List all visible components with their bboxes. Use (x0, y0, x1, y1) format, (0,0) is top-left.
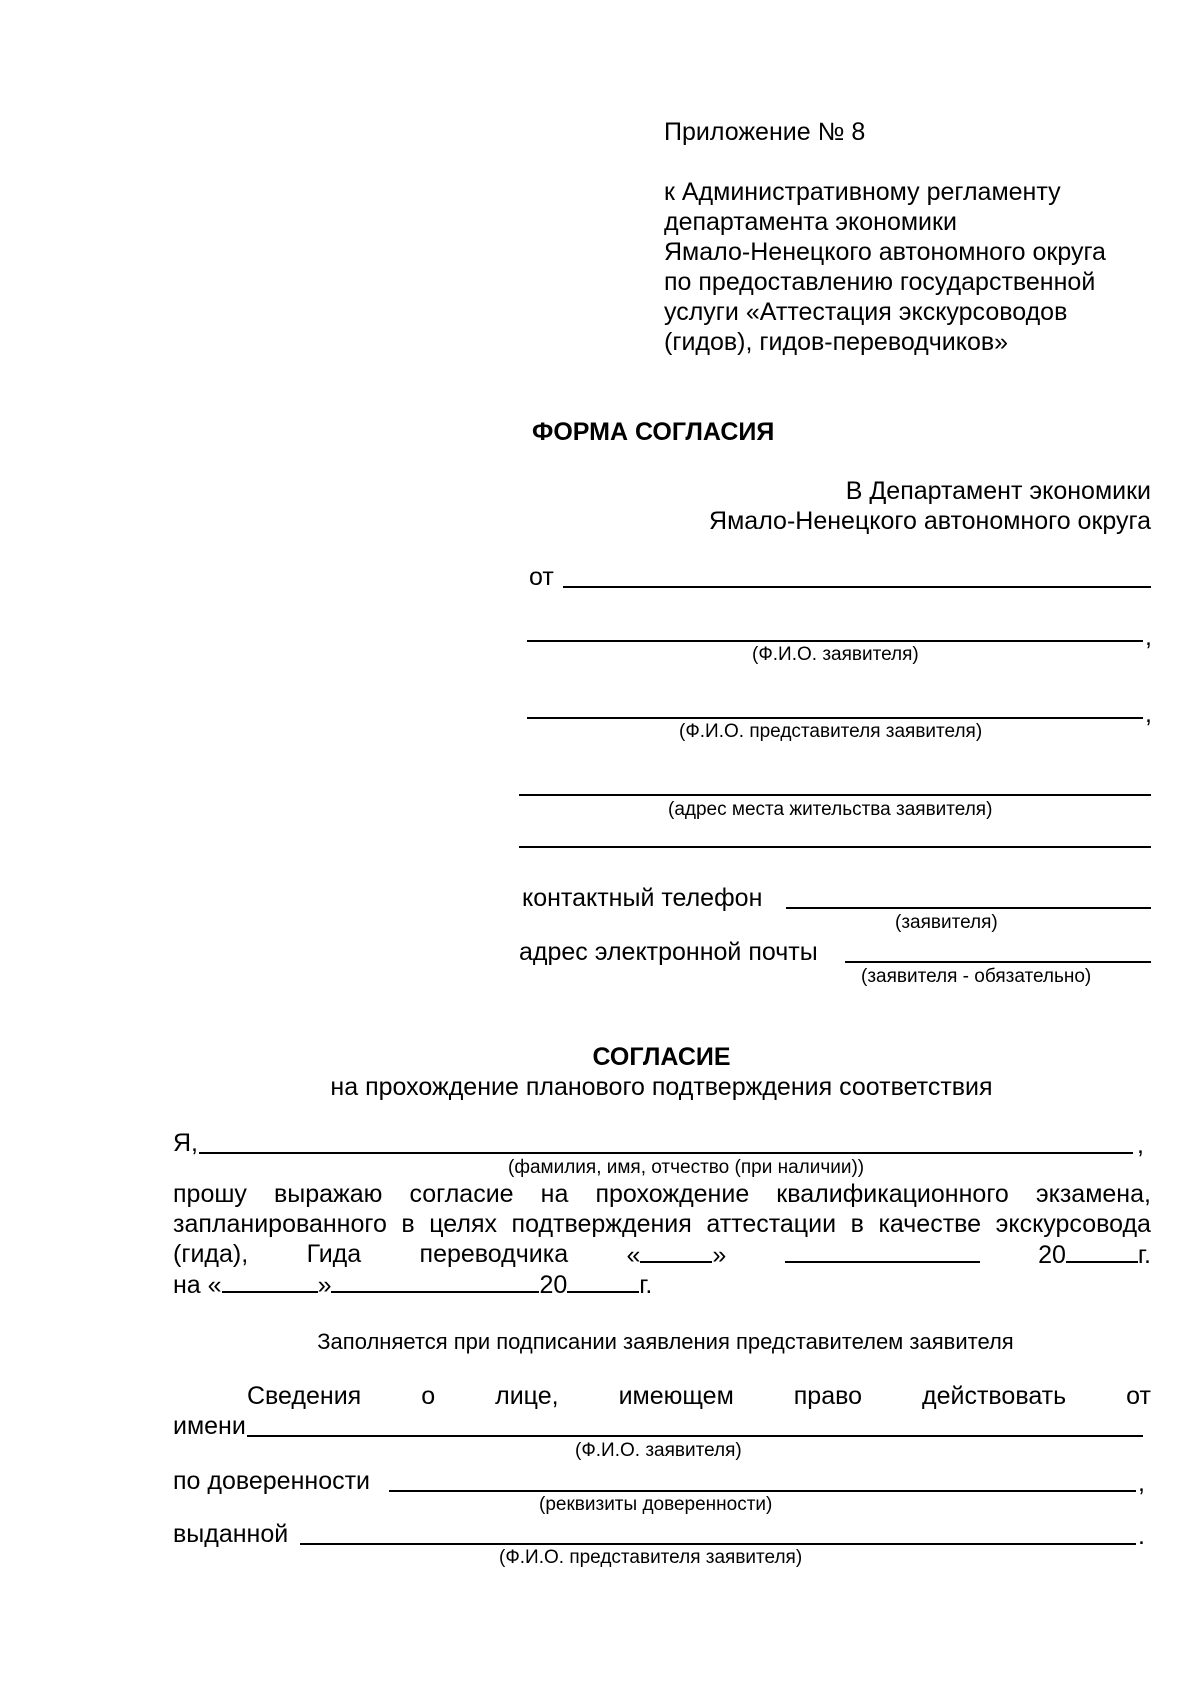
issued-label: выданной (173, 1520, 289, 1548)
email-field[interactable] (845, 961, 1151, 963)
appendix-line-4: по предоставлению государственной (664, 268, 1096, 296)
address-field-1[interactable] (519, 794, 1151, 796)
word: от (1126, 1382, 1151, 1410)
email-hint: (заявителя - обязательно) (861, 966, 1092, 987)
applicant-name-field[interactable] (527, 640, 1143, 642)
word: о (421, 1382, 436, 1410)
from-field[interactable] (563, 586, 1151, 588)
consent-title: СОГЛАСИЕ (592, 1043, 731, 1071)
date-year-field[interactable] (1066, 1239, 1138, 1263)
date-day-group: « » (626, 1241, 727, 1269)
appendix-line-6: (гидов), гидов-переводчиков» (664, 328, 1009, 356)
address-field-2[interactable] (519, 846, 1151, 848)
appendix-line-3: Ямало-Ненецкого автономного округа (664, 238, 1106, 266)
i-label: Я, (173, 1129, 198, 1157)
from-label: от (529, 563, 554, 591)
word: подтверждения (511, 1210, 692, 1238)
consent-body-line-3 (173, 1239, 1151, 1270)
proxy-comma: , (1138, 1469, 1145, 1497)
word: Гида (306, 1240, 362, 1268)
representative-note: Заполняется при подписании заявления представителем заявителя (317, 1329, 1014, 1354)
consent-body-line-2 (173, 1209, 1151, 1239)
address-hint: (адрес места жительства заявителя) (668, 799, 993, 820)
word: согласие (409, 1180, 514, 1208)
addressee-line-1: В Департамент экономики (845, 477, 1151, 505)
date2-month-field[interactable] (331, 1269, 539, 1293)
word: переводчика (419, 1240, 569, 1268)
full-name-field[interactable] (199, 1152, 1133, 1154)
email-label: адрес электронной почты (519, 938, 818, 966)
consent-body-line-4: на « » 20 г. (173, 1271, 653, 1299)
word: на (540, 1180, 569, 1208)
word: экскурсовода (995, 1210, 1151, 1238)
representative-line (247, 1381, 1151, 1411)
imeni-field[interactable] (247, 1435, 1143, 1437)
word: экзамена, (1035, 1180, 1151, 1208)
word: (гида), (173, 1240, 249, 1268)
word: имеющем (618, 1382, 734, 1410)
word: в (850, 1210, 864, 1238)
representative-name-field[interactable] (527, 717, 1143, 719)
word: аттестации (706, 1210, 837, 1238)
representative-name-hint: (Ф.И.О. представителя заявителя) (679, 721, 983, 742)
consent-body-line-1 (173, 1179, 1151, 1209)
appendix-line-2: департамента экономики (664, 208, 957, 236)
word: лице, (495, 1382, 559, 1410)
word: прошу (173, 1180, 247, 1208)
appendix-number: Приложение № 8 (664, 118, 866, 146)
issued-field[interactable] (300, 1543, 1136, 1545)
consent-subtitle: на прохождение планового подтверждения соответствия (330, 1073, 993, 1101)
date-day-field[interactable] (640, 1239, 712, 1263)
addressee-line-2: Ямало-Ненецкого автономного округа (709, 507, 1151, 535)
applicant-name-hint: (Ф.И.О. заявителя) (752, 644, 919, 665)
word: качестве (878, 1210, 982, 1238)
imeni-label: имени (173, 1412, 246, 1440)
word: Сведения (247, 1382, 362, 1410)
date2-day-field[interactable] (222, 1269, 318, 1293)
word: в (401, 1210, 415, 1238)
date-month-field[interactable] (785, 1239, 980, 1263)
word: право (793, 1382, 863, 1410)
proxy-field[interactable] (389, 1490, 1136, 1492)
word: прохождение (595, 1180, 750, 1208)
phone-field[interactable] (786, 907, 1151, 909)
proxy-label: по доверенности (173, 1467, 371, 1495)
word: целях (429, 1210, 497, 1238)
date-year-group: 20 г. (1038, 1241, 1151, 1269)
word: действовать (922, 1382, 1067, 1410)
date2-year-field[interactable] (567, 1269, 639, 1293)
word: запланированного (173, 1210, 387, 1238)
form-title: ФОРМА СОГЛАСИЯ (532, 418, 775, 446)
phone-hint: (заявителя) (895, 912, 998, 933)
full-name-comma: , (1137, 1131, 1144, 1159)
imeni-hint: (Ф.И.О. заявителя) (575, 1440, 742, 1461)
issued-period: . (1138, 1522, 1145, 1550)
appendix-line-5: услуги «Аттестация экскурсоводов (664, 298, 1068, 326)
applicant-comma: , (1145, 623, 1152, 651)
representative-comma: , (1145, 700, 1152, 728)
full-name-hint: (фамилия, имя, отчество (при наличии)) (508, 1157, 865, 1178)
word: выражаю (273, 1180, 383, 1208)
proxy-hint: (реквизиты доверенности) (539, 1494, 773, 1515)
issued-hint: (Ф.И.О. представителя заявителя) (499, 1547, 803, 1568)
word: квалификационного (776, 1180, 1009, 1208)
phone-label: контактный телефон (522, 884, 763, 912)
appendix-line-1: к Административному регламенту (664, 178, 1061, 206)
